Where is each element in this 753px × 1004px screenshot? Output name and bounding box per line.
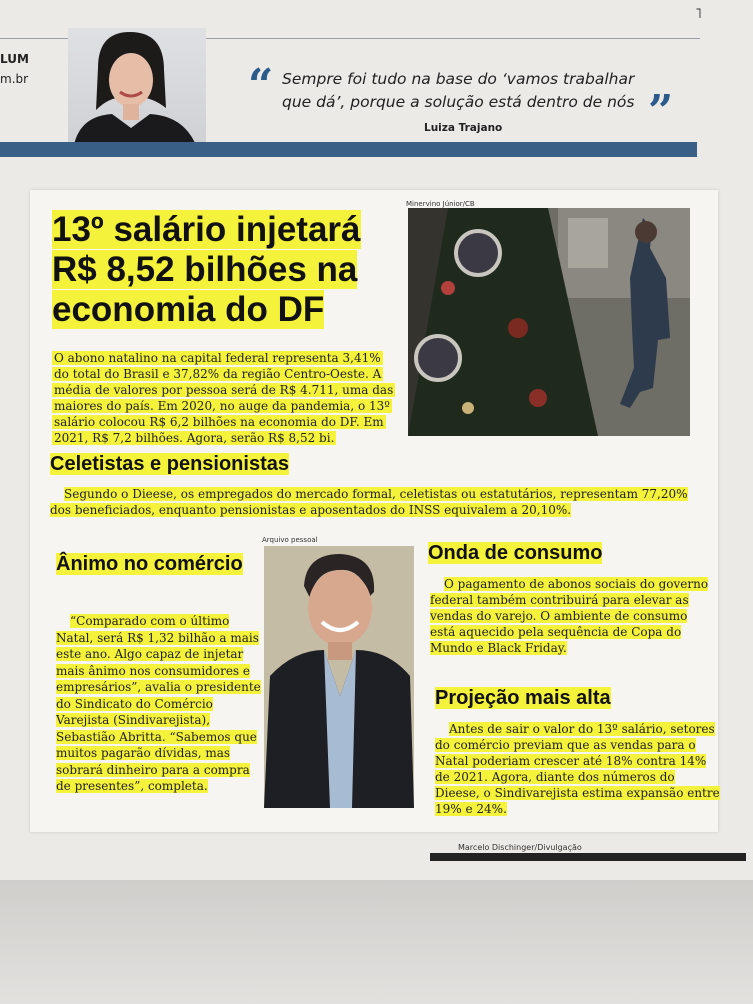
lead-text: O abono natalino na capital federal representa 3,41% do total do Brasil e 37,82% da região Centro-Oeste. A média de valores por pessoa será de R$ 4.711, uma das maiores do país. Em 2020, no auge da pandemia, o 13º salário colocou R$ 6,2 bilhões na economia do DF. Em 2021, R$ 7,2 bilhões. Agora, serão R$ 8,52 bi. [54, 351, 394, 445]
quote-line-1: Sempre foi tudo na base do ‘vamos trabalhar [282, 70, 635, 88]
quote-line-2: que dá’, porque a solução está dentro de nós [282, 93, 635, 111]
celetistas-body-text: Segundo o Dieese, os empregados do mercado formal, celetistas ou estatutários, representam 77,20% dos beneficiados, enquanto pensionistas e aposentados do INSS equivalem a 20,10%. [50, 487, 688, 517]
christmas-tree-photo [408, 208, 690, 436]
photo-credit-tree: Minervino Júnior/CB [406, 200, 475, 208]
section-body-celetistas [50, 486, 700, 518]
section-body-onda [430, 576, 710, 656]
animo-title-text: Ânimo no comércio [56, 553, 243, 575]
quote-author: Luiza Trajano [424, 122, 503, 134]
sebastiao-abritta-photo [264, 546, 414, 808]
section-title-onda [428, 542, 602, 565]
header-bar [0, 142, 697, 157]
columnist-portrait [68, 28, 206, 150]
animo-body-text: “Comparado com o último Natal, será R$ 1,32 bilhão a mais este ano. Algo capaz de injetar mais ânimo nos consumidores e empresários”, avalia o presidente do Sindicato do Comércio Varejista (Sindivarejista), Sebastião Abritta. “Sabemos que muitos pagarão dívidas, mas sobrará dinheiro para a compra de presentes”, completa. [56, 614, 261, 793]
table-surface [0, 880, 753, 1004]
projecao-title-text: Projeção mais alta [435, 687, 611, 709]
column-email-fragment: m.br [0, 72, 29, 86]
corner-mark: ˥ [695, 6, 702, 22]
onda-body-text: O pagamento de abonos sociais do governo federal também contribuirá para elevar as vendas do varejo. O ambiente de consumo está aquecido pela sequência de Copa do Mundo e Black Friday. [430, 577, 709, 655]
photo-credit-bottom: Marcelo Dischinger/Divulgação [458, 843, 582, 852]
section-title-animo [56, 550, 256, 578]
article-headline [52, 210, 412, 330]
page-bottom-bar [430, 853, 746, 861]
section-title-celetistas [50, 453, 289, 476]
open-quote-icon: “ [248, 60, 274, 111]
section-body-projecao [435, 721, 720, 817]
projecao-body-text: Antes de sair o valor do 13º salário, setores do comércio previam que as vendas para o Natal poderiam crescer até 18% contra 14% de 2021. Agora, diante dos números do Dieese, o Sindivarejista estima expansão entre 19% e 24%. [435, 722, 720, 816]
pull-quote [240, 60, 680, 150]
onda-title-text: Onda de consumo [428, 542, 603, 564]
celetistas-title-text: Celetistas e pensionistas [50, 453, 289, 475]
close-quote-icon: ” [648, 86, 674, 137]
column-name-fragment: LUM [0, 52, 29, 66]
article-lead [52, 350, 397, 446]
photo-credit-portrait: Arquivo pessoal [262, 536, 318, 544]
section-title-projecao [435, 687, 611, 710]
section-body-animo [56, 613, 266, 795]
headline-text: 13º salário injetará R$ 8,52 bilhões na economia do DF [52, 210, 361, 329]
article-card [30, 190, 720, 852]
